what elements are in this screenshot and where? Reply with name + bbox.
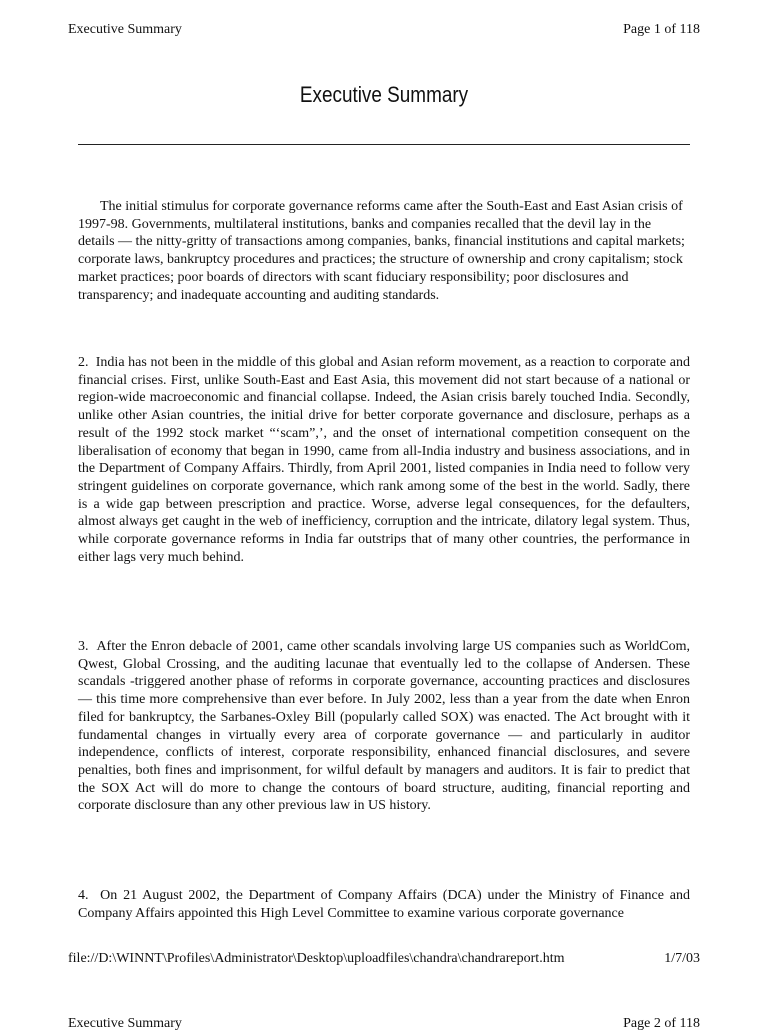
paragraph-2-text: India has not been in the middle of this global and Asian reform movement, as a reaction to corporate and financial crises. First, unlike South-East and East Asia, this movement did not start because of a national or region-wide macroeconomic and financial collapse. Indeed, the Asian crisis barely touched India. Secondly, unlike other Asian countries, the initial drive for better corporate governance and disclosure, perhaps as a result of the 1992 stock market “‘scam”,’, and the onset of international competition consequent on the liberalisation of economy that began in 1990, came from all-India industry and business associations, and in the Department of Company Affairs. Thirdly, from April 2001, listed companies in India need to follow very stringent guidelines on corporate governance, which rank among some of the best in the world. Sadly, there is a wide gap between prescription and practice. Worse, adverse legal consequences, for the defaulters, almost always get caught in the web of inefficiency, corruption and the intricate, dilatory legal system. Thus, while corporate governance reforms in India far outstrips that of many other countries, the performance in either lags very much behind.	[78, 355, 690, 565]
title-divider	[78, 144, 690, 145]
paragraph-4-text: On 21 August 2002, the Department of Company Affairs (DCA) under the Ministry of Finance and Company Affairs appointed this High Level Committee to examine various corporate governance	[78, 888, 691, 921]
paragraph-2-number: 2.	[78, 355, 89, 370]
footer-file-path: file://D:\WINNT\Profiles\Administrator\Desktop\uploadfiles\chandra\chandrareport.htm	[68, 951, 565, 966]
header-title: Executive Summary	[68, 22, 182, 37]
paragraph-4	[78, 887, 690, 922]
running-footer	[68, 951, 700, 969]
paragraph-2	[78, 354, 690, 566]
next-page-header	[68, 1016, 700, 1034]
page-title: Executive Summary	[299, 82, 469, 107]
paragraph-1	[78, 198, 690, 304]
paragraph-3-text: After the Enron debacle of 2001, came other scandals involving large US companies such as WorldCom, Qwest, Global Crossing, and the auditing lacunae that eventually led to the collapse of Andersen. These scandals -triggered another phase of reforms in corporate governance, accounting practices and disclosures — this time more comprehensive than ever before. In July 2002, less than a year from the date when Enron filed for bankruptcy, the Sarbanes-Oxley Bill (popularly called SOX) was enacted. The Act brought with it fundamental changes in virtually every area of corporate governance — and particularly in auditor independence, conflicts of interest, corporate responsibility, enhanced financial disclosures, and severe penalties, both fines and imprisonment, for wilful default by managers and auditors. It is fair to predict that the SOX Act will do more to change the contours of board structure, auditing, financial reporting and corporate disclosure than any other previous law in US history.	[78, 639, 691, 814]
paragraph-3	[78, 638, 690, 815]
next-page-header-title: Executive Summary	[68, 1016, 182, 1031]
header-page-number: Page 1 of 118	[623, 22, 700, 37]
footer-date: 1/7/03	[664, 951, 700, 966]
paragraph-1-text: The initial stimulus for corporate governance reforms came after the South-East and East Asian crisis of 1997-98. Governments, multilateral institutions, banks and companies recalled that the devil lay in the details — the nitty-gritty of transactions among companies, banks, financial institutions and capital markets; corporate laws, bankruptcy procedures and practices; the structure of ownership and crony capitalism; stock market practices; poor boards of directors with scant fiduciary responsibility; poor disclosures and transparency; and inadequate accounting and auditing standards.	[78, 199, 685, 303]
next-page-header-page-number: Page 2 of 118	[623, 1016, 700, 1031]
running-header	[68, 22, 700, 40]
paragraph-3-number: 3.	[78, 639, 89, 654]
paragraph-4-number: 4.	[78, 888, 89, 903]
